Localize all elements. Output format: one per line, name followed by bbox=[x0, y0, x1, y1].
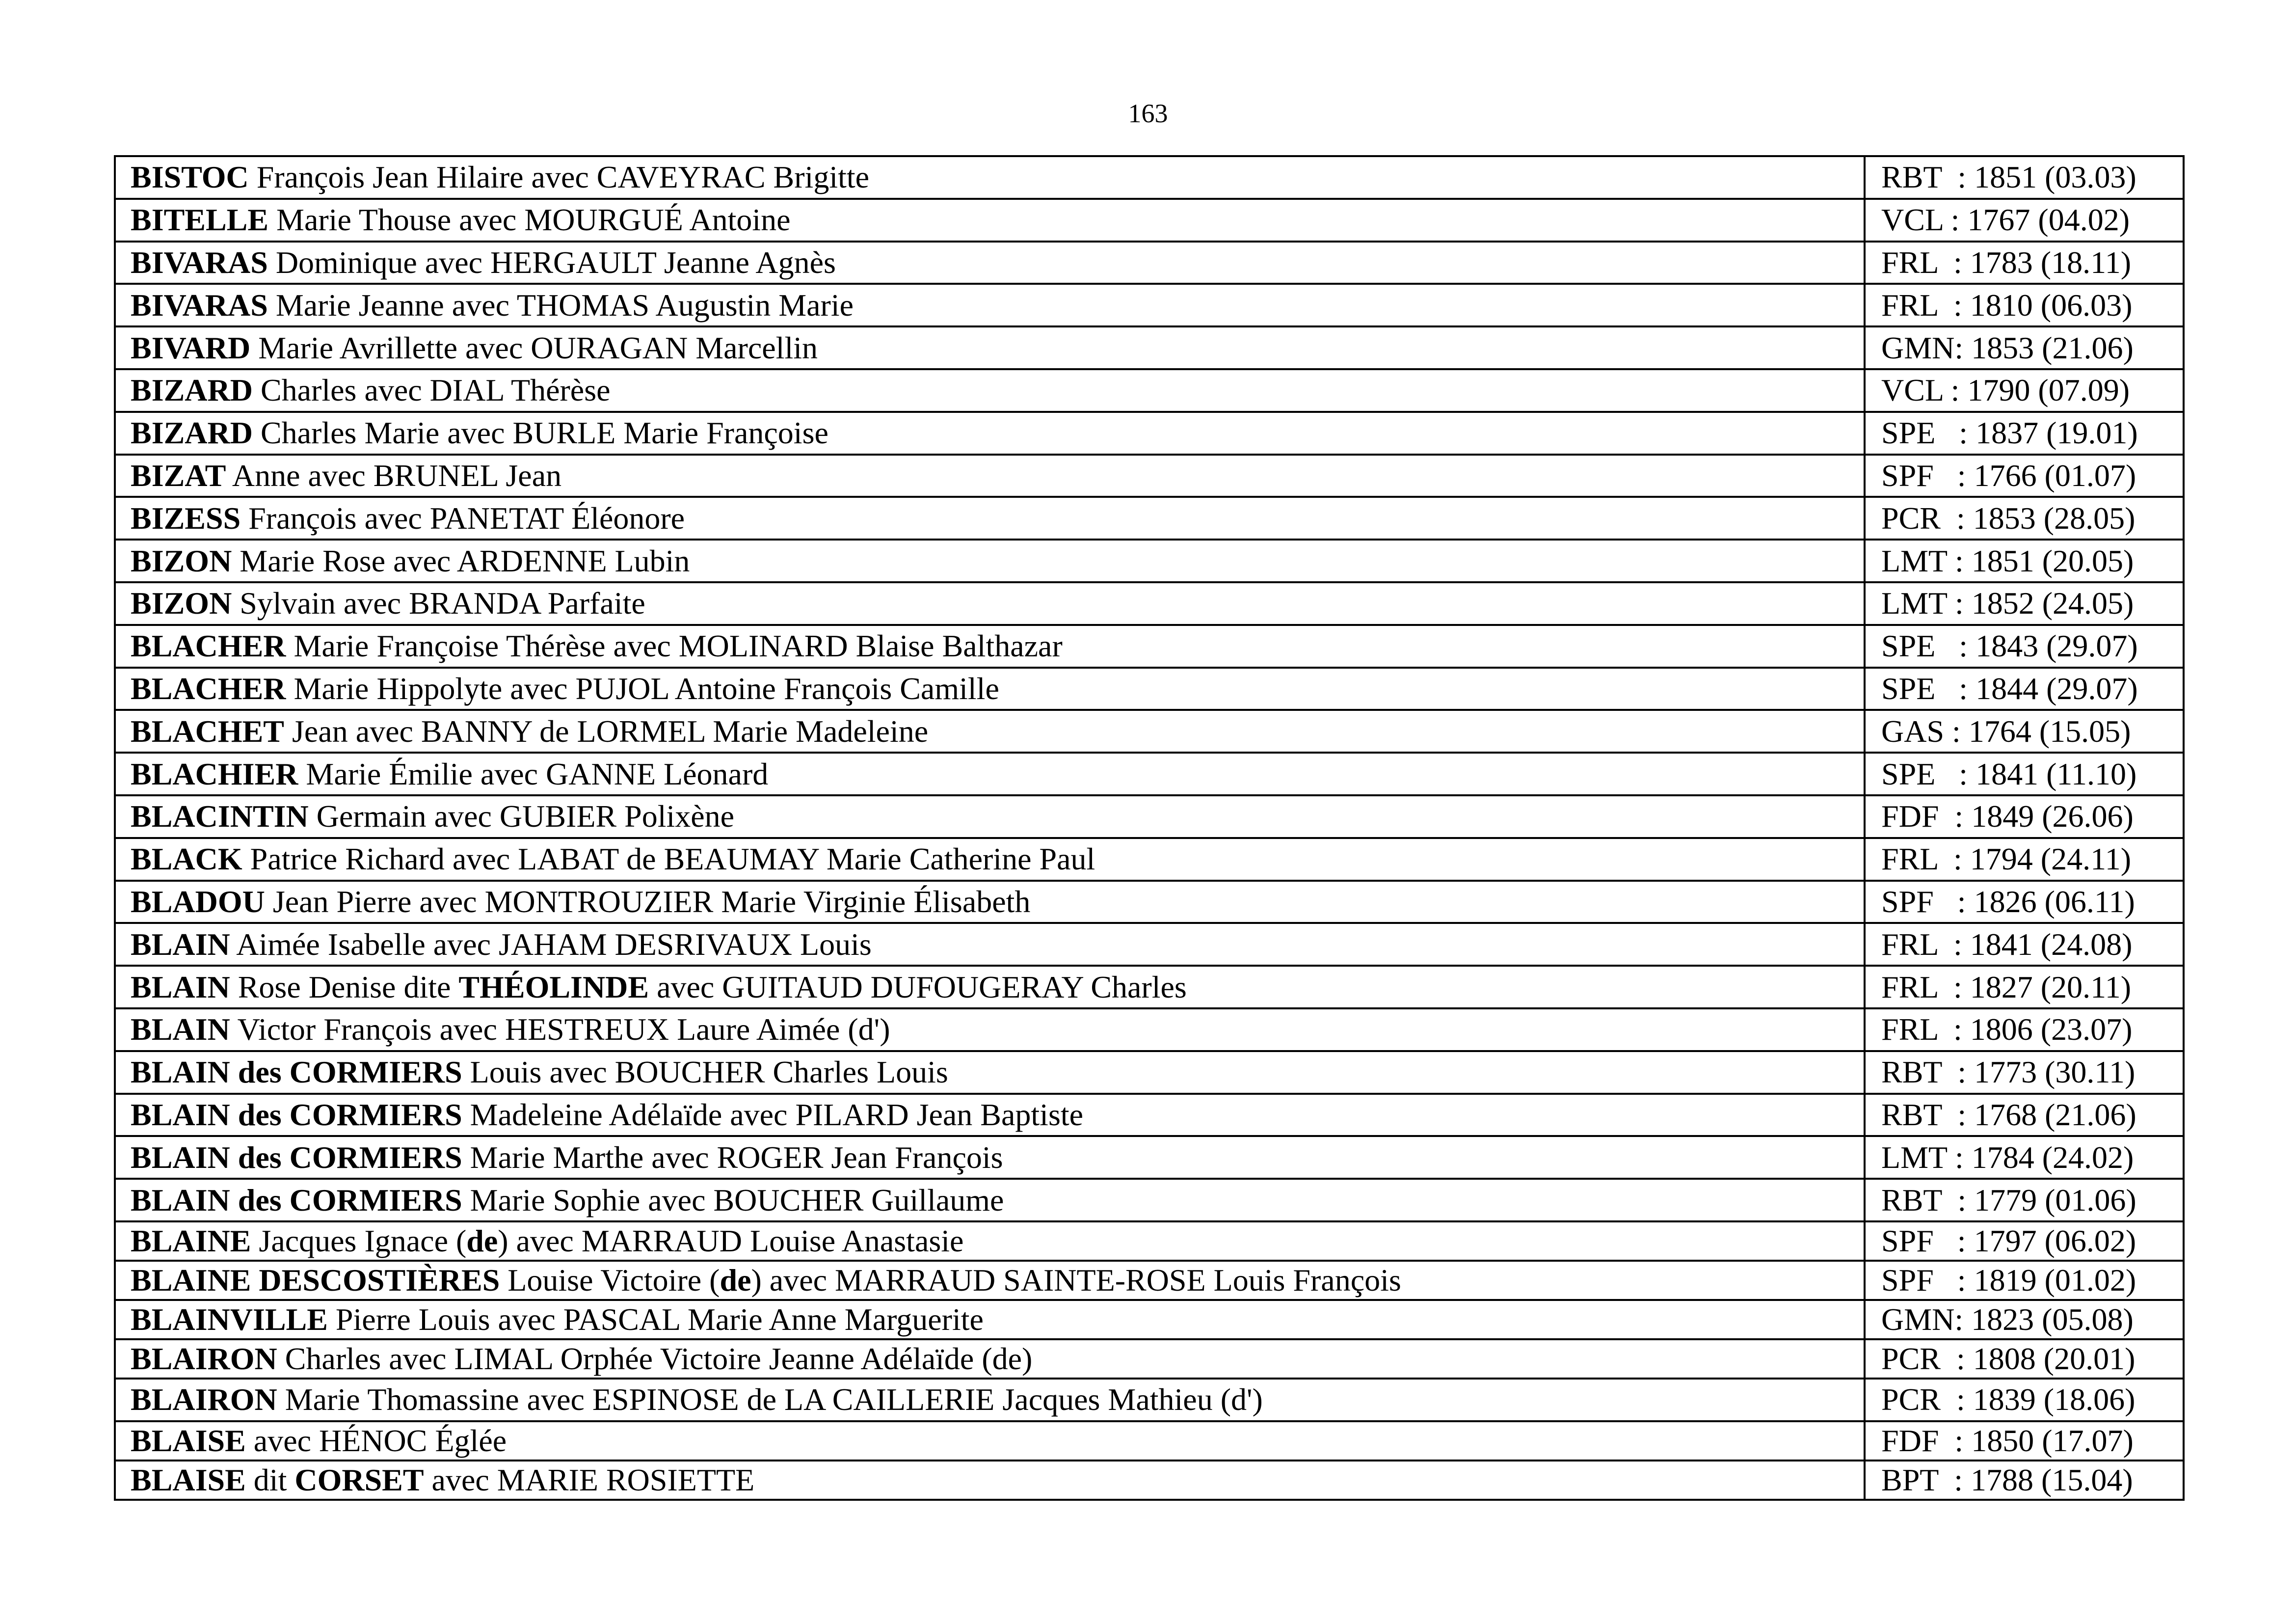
spouse-names: avec MARIE ROSIETTE bbox=[424, 1462, 755, 1497]
entry-names bbox=[115, 1261, 1865, 1300]
bold-particle: CORSET bbox=[294, 1462, 424, 1497]
table-row bbox=[115, 199, 2184, 242]
surname: BIZON bbox=[131, 586, 232, 621]
surname: BLAIN des CORMIERS bbox=[131, 1055, 462, 1090]
table-row bbox=[115, 369, 2184, 412]
entry-names bbox=[115, 284, 1865, 326]
surname: BIVARD bbox=[131, 330, 251, 365]
parish-date: FRL : 1806 (23.07) bbox=[1865, 1008, 2184, 1051]
entry-names bbox=[115, 795, 1865, 838]
surname: BLAISE bbox=[131, 1423, 246, 1458]
given-names: Victor François avec HESTREUX Laure Aimée (d') bbox=[230, 1012, 890, 1047]
given-names: Aimée Isabelle avec JAHAM DESRIVAUX Louis bbox=[230, 926, 872, 962]
parish-date: PCR : 1853 (28.05) bbox=[1865, 497, 2184, 540]
entry-names bbox=[115, 923, 1865, 966]
table-row bbox=[115, 326, 2184, 369]
entry-names bbox=[115, 625, 1865, 668]
page-number: 163 bbox=[1128, 99, 1168, 128]
parish-date: SPE : 1837 (19.01) bbox=[1865, 412, 2184, 455]
surname: BLAIN bbox=[131, 969, 230, 1004]
given-names: Jean Pierre avec MONTROUZIER Marie Virginie Élisabeth bbox=[265, 884, 1031, 919]
entry-names bbox=[115, 540, 1865, 582]
table-row bbox=[115, 156, 2184, 199]
parish-date: FRL : 1794 (24.11) bbox=[1865, 838, 2184, 881]
parish-date: RBT : 1851 (03.03) bbox=[1865, 156, 2184, 199]
entry-names bbox=[115, 1379, 1865, 1421]
given-names: Marie Avrillette avec OURAGAN Marcellin bbox=[250, 330, 818, 365]
table-row bbox=[115, 838, 2184, 881]
entry-names bbox=[115, 455, 1865, 497]
parish-date: SPE : 1841 (11.10) bbox=[1865, 753, 2184, 795]
given-names: Dominique avec HERGAULT Jeanne Agnès bbox=[267, 244, 836, 280]
given-names: Rose Denise dite bbox=[230, 969, 459, 1004]
parish-date: SPE : 1844 (29.07) bbox=[1865, 668, 2184, 710]
table-row bbox=[115, 710, 2184, 753]
table-row bbox=[115, 497, 2184, 540]
given-names: Marie Jeanne avec THOMAS Augustin Marie bbox=[267, 287, 854, 323]
table-row bbox=[115, 1094, 2184, 1136]
given-names: Marie Thomassine avec ESPINOSE de LA CAILLERIE Jacques Mathieu (d') bbox=[277, 1382, 1263, 1417]
surname: BLAIRON bbox=[131, 1382, 277, 1417]
marriage-register-table bbox=[114, 155, 2185, 1501]
given-names: avec HÉNOC Églée bbox=[245, 1423, 507, 1458]
entry-names bbox=[115, 753, 1865, 795]
table-row bbox=[115, 1461, 2184, 1500]
parish-date: LMT : 1852 (24.05) bbox=[1865, 582, 2184, 625]
parish-date: FRL : 1783 (18.11) bbox=[1865, 242, 2184, 284]
given-names: Charles avec DIAL Thérèse bbox=[252, 373, 611, 408]
given-names: Jean avec BANNY de LORMEL Marie Madeleine bbox=[284, 713, 929, 749]
entry-names bbox=[115, 497, 1865, 540]
parish-date: SPF : 1819 (01.02) bbox=[1865, 1261, 2184, 1300]
entry-names bbox=[115, 710, 1865, 753]
surname: BLAIN des CORMIERS bbox=[131, 1139, 462, 1175]
entry-names bbox=[115, 156, 1865, 199]
parish-date: VCL : 1767 (04.02) bbox=[1865, 199, 2184, 242]
entry-names bbox=[115, 1300, 1865, 1339]
surname: BLAIN des CORMIERS bbox=[131, 1182, 462, 1217]
entry-names bbox=[115, 1051, 1865, 1094]
table-row bbox=[115, 284, 2184, 326]
bold-particle: THÉOLINDE bbox=[458, 969, 649, 1004]
table-row bbox=[115, 795, 2184, 838]
table-row bbox=[115, 668, 2184, 710]
given-names: Charles Marie avec BURLE Marie Françoise bbox=[252, 415, 828, 451]
parish-date: FRL : 1827 (20.11) bbox=[1865, 966, 2184, 1008]
parish-date: SPF : 1826 (06.11) bbox=[1865, 881, 2184, 923]
given-names: Pierre Louis avec PASCAL Marie Anne Marguerite bbox=[327, 1301, 984, 1337]
surname: BISTOC bbox=[131, 160, 249, 195]
entry-names bbox=[115, 1094, 1865, 1136]
parish-date: VCL : 1790 (07.09) bbox=[1865, 369, 2184, 412]
parish-date: FDF : 1850 (17.07) bbox=[1865, 1421, 2184, 1461]
entry-names bbox=[115, 881, 1865, 923]
entry-names bbox=[115, 1339, 1865, 1379]
surname: BLAINE bbox=[131, 1223, 251, 1258]
parish-date: PCR : 1808 (20.01) bbox=[1865, 1339, 2184, 1379]
bold-particle: de bbox=[720, 1262, 751, 1298]
surname: BIZON bbox=[131, 543, 232, 578]
given-names: François avec PANETAT Éléonore bbox=[240, 500, 685, 536]
surname: BLAIN bbox=[131, 1012, 230, 1047]
surname: BLAIN des CORMIERS bbox=[131, 1097, 462, 1132]
surname: BLACINTIN bbox=[131, 799, 309, 834]
table-row bbox=[115, 1421, 2184, 1461]
given-names: François Jean Hilaire avec CAVEYRAC Brigitte bbox=[248, 160, 870, 195]
surname: BLAIN bbox=[131, 926, 230, 962]
table-row bbox=[115, 242, 2184, 284]
given-names: Patrice Richard avec LABAT de BEAUMAY Marie Catherine Paul bbox=[242, 841, 1095, 877]
table-row bbox=[115, 1008, 2184, 1051]
given-names: dit bbox=[245, 1462, 295, 1497]
parish-date: LMT : 1784 (24.02) bbox=[1865, 1136, 2184, 1179]
entry-names bbox=[115, 412, 1865, 455]
parish-date: FDF : 1849 (26.06) bbox=[1865, 795, 2184, 838]
table-row bbox=[115, 753, 2184, 795]
table-row bbox=[115, 1261, 2184, 1300]
entry-names bbox=[115, 1461, 1865, 1500]
parish-date: BPT : 1788 (15.04) bbox=[1865, 1461, 2184, 1500]
parish-date: RBT : 1773 (30.11) bbox=[1865, 1051, 2184, 1094]
given-names: Marie Hippolyte avec PUJOL Antoine François Camille bbox=[286, 671, 999, 706]
given-names: Marie Rose avec ARDENNE Lubin bbox=[232, 543, 690, 578]
parish-date: PCR : 1839 (18.06) bbox=[1865, 1379, 2184, 1421]
given-names: Charles avec LIMAL Orphée Victoire Jeanne Adélaïde (de) bbox=[277, 1341, 1033, 1376]
entry-names bbox=[115, 199, 1865, 242]
table-row bbox=[115, 1051, 2184, 1094]
entry-names bbox=[115, 668, 1865, 710]
entry-names bbox=[115, 838, 1865, 881]
parish-date: SPF : 1766 (01.07) bbox=[1865, 455, 2184, 497]
table-row bbox=[115, 1300, 2184, 1339]
given-names: Sylvain avec BRANDA Parfaite bbox=[232, 586, 645, 621]
surname: BLACK bbox=[131, 841, 242, 877]
entry-names bbox=[115, 369, 1865, 412]
entry-names bbox=[115, 1421, 1865, 1461]
surname: BLACHIER bbox=[131, 756, 298, 791]
surname: BIVARAS bbox=[131, 287, 268, 323]
surname: BLACHER bbox=[131, 671, 286, 706]
given-names: Marie Françoise Thérèse avec MOLINARD Blaise Balthazar bbox=[286, 628, 1063, 664]
entry-names bbox=[115, 582, 1865, 625]
spouse-names: avec GUITAUD DUFOUGERAY Charles bbox=[649, 969, 1187, 1004]
bold-particle: de bbox=[466, 1223, 498, 1258]
entry-names bbox=[115, 1008, 1865, 1051]
spouse-names: ) avec MARRAUD Louise Anastasie bbox=[498, 1223, 964, 1258]
entry-names bbox=[115, 966, 1865, 1008]
given-names: Marie Émilie avec GANNE Léonard bbox=[298, 756, 769, 791]
table-row bbox=[115, 1221, 2184, 1261]
given-names: Jacques Ignace ( bbox=[251, 1223, 467, 1258]
table-row bbox=[115, 923, 2184, 966]
surname: BIZARD bbox=[131, 373, 253, 408]
given-names: Marie Sophie avec BOUCHER Guillaume bbox=[462, 1182, 1004, 1217]
surname: BLAINE DESCOSTIÈRES bbox=[131, 1262, 500, 1298]
entry-names bbox=[115, 1136, 1865, 1179]
table-row bbox=[115, 625, 2184, 668]
table-row bbox=[115, 1339, 2184, 1379]
table-row bbox=[115, 1379, 2184, 1421]
entry-names bbox=[115, 326, 1865, 369]
entry-names bbox=[115, 242, 1865, 284]
given-names: Marie Thouse avec MOURGUÉ Antoine bbox=[268, 202, 791, 238]
surname: BIZESS bbox=[131, 500, 241, 536]
entry-names bbox=[115, 1179, 1865, 1221]
surname: BIVARAS bbox=[131, 244, 268, 280]
parish-date: FRL : 1810 (06.03) bbox=[1865, 284, 2184, 326]
entry-names bbox=[115, 1221, 1865, 1261]
parish-date: GMN: 1823 (05.08) bbox=[1865, 1300, 2184, 1339]
table-row bbox=[115, 582, 2184, 625]
surname: BLAISE bbox=[131, 1462, 246, 1497]
parish-date: SPE : 1843 (29.07) bbox=[1865, 625, 2184, 668]
surname: BLACHER bbox=[131, 628, 286, 664]
given-names: Anne avec BRUNEL Jean bbox=[226, 458, 562, 493]
parish-date: FRL : 1841 (24.08) bbox=[1865, 923, 2184, 966]
given-names: Louis avec BOUCHER Charles Louis bbox=[462, 1055, 948, 1090]
parish-date: SPF : 1797 (06.02) bbox=[1865, 1221, 2184, 1261]
table-row bbox=[115, 966, 2184, 1008]
surname: BITELLE bbox=[131, 202, 269, 238]
surname: BIZAT bbox=[131, 458, 226, 493]
table-row bbox=[115, 540, 2184, 582]
surname: BIZARD bbox=[131, 415, 253, 451]
parish-date: GMN: 1853 (21.06) bbox=[1865, 326, 2184, 369]
parish-date: RBT : 1779 (01.06) bbox=[1865, 1179, 2184, 1221]
spouse-names: ) avec MARRAUD SAINTE-ROSE Louis François bbox=[751, 1262, 1401, 1298]
given-names: Louise Victoire ( bbox=[500, 1262, 720, 1298]
surname: BLAIRON bbox=[131, 1341, 277, 1376]
table-row bbox=[115, 881, 2184, 923]
table-row bbox=[115, 455, 2184, 497]
given-names: Marie Marthe avec ROGER Jean François bbox=[462, 1139, 1003, 1175]
table-row bbox=[115, 1136, 2184, 1179]
given-names: Madeleine Adélaïde avec PILARD Jean Baptiste bbox=[462, 1097, 1084, 1132]
surname: BLACHET bbox=[131, 713, 284, 749]
parish-date: RBT : 1768 (21.06) bbox=[1865, 1094, 2184, 1136]
given-names: Germain avec GUBIER Polixène bbox=[308, 799, 735, 834]
table-row bbox=[115, 1179, 2184, 1221]
parish-date: LMT : 1851 (20.05) bbox=[1865, 540, 2184, 582]
surname: BLAINVILLE bbox=[131, 1301, 328, 1337]
table-row bbox=[115, 412, 2184, 455]
surname: BLADOU bbox=[131, 884, 265, 919]
parish-date: GAS : 1764 (15.05) bbox=[1865, 710, 2184, 753]
